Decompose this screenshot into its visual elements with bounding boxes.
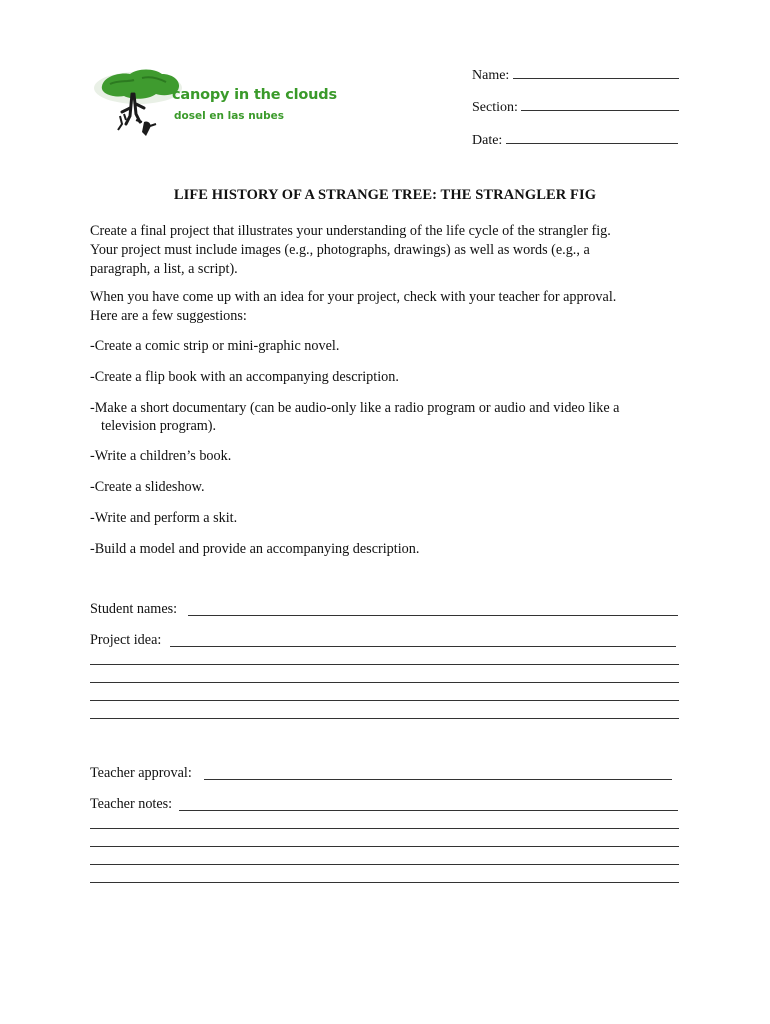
section-blank[interactable] xyxy=(521,96,679,111)
name-label: Name: xyxy=(472,68,510,83)
canopy-logo xyxy=(92,64,337,144)
suggestion-item: -Create a comic strip or mini-graphic novel. xyxy=(90,338,340,354)
suggestion-item: -Create a flip book with an accompanying description. xyxy=(90,369,399,385)
project-idea-line[interactable] xyxy=(90,682,679,683)
intro-paragraph xyxy=(90,222,680,279)
teacher-notes-line[interactable] xyxy=(90,864,679,865)
project-idea-line[interactable] xyxy=(90,718,679,719)
project-idea-field[interactable] xyxy=(170,646,676,647)
teacher-notes-label: Teacher notes: xyxy=(90,796,173,812)
approval-line: When you have come up with an idea for your project, check with your teacher for approval. xyxy=(90,289,617,305)
teacher-notes-field[interactable] xyxy=(179,810,678,811)
suggestion-item xyxy=(90,399,680,435)
suggestion-item: -Build a model and provide an accompanying description. xyxy=(90,541,420,557)
teacher-approval-label: Teacher approval: xyxy=(90,765,192,781)
teacher-notes-line[interactable] xyxy=(90,828,679,829)
tree-and-bird-icon xyxy=(92,64,182,144)
student-names-label: Student names: xyxy=(90,601,178,617)
date-blank[interactable] xyxy=(506,129,678,144)
logo-subtitle: dosel en las nubes xyxy=(174,110,285,122)
logo-tagline: canopy in the clouds xyxy=(172,87,337,103)
name-blank[interactable] xyxy=(513,64,679,79)
page-title: LIFE HISTORY OF A STRANGE TREE: THE STRANGLER FIG xyxy=(173,187,597,203)
approval-line: Here are a few suggestions: xyxy=(90,308,247,324)
project-idea-line[interactable] xyxy=(90,700,679,701)
suggestion-continuation: television program). xyxy=(101,418,217,434)
project-idea-line[interactable] xyxy=(90,664,679,665)
date-field xyxy=(472,129,678,149)
suggestion-item: -Write a children’s book. xyxy=(90,448,232,464)
project-idea-label: Project idea: xyxy=(90,632,162,648)
date-label: Date: xyxy=(472,133,503,148)
intro-line: Create a final project that illustrates your understanding of the life cycle of the strangler fig. xyxy=(90,223,611,239)
section-label: Section: xyxy=(472,100,518,115)
name-field xyxy=(472,64,679,84)
section-field xyxy=(472,96,679,116)
teacher-notes-line[interactable] xyxy=(90,846,679,847)
suggestion-item: -Create a slideshow. xyxy=(90,479,205,495)
teacher-notes-line[interactable] xyxy=(90,882,679,883)
intro-line: paragraph, a list, a script). xyxy=(90,261,238,277)
intro-line: Your project must include images (e.g., photographs, drawings) as well as words (e.g., a xyxy=(90,242,590,258)
student-names-field[interactable] xyxy=(188,615,678,616)
suggestion-item: -Write and perform a skit. xyxy=(90,510,238,526)
approval-paragraph xyxy=(90,288,680,326)
teacher-approval-field[interactable] xyxy=(204,779,672,780)
suggestion-text: -Make a short documentary (can be audio-only like a radio program or audio and video like a xyxy=(90,400,620,416)
